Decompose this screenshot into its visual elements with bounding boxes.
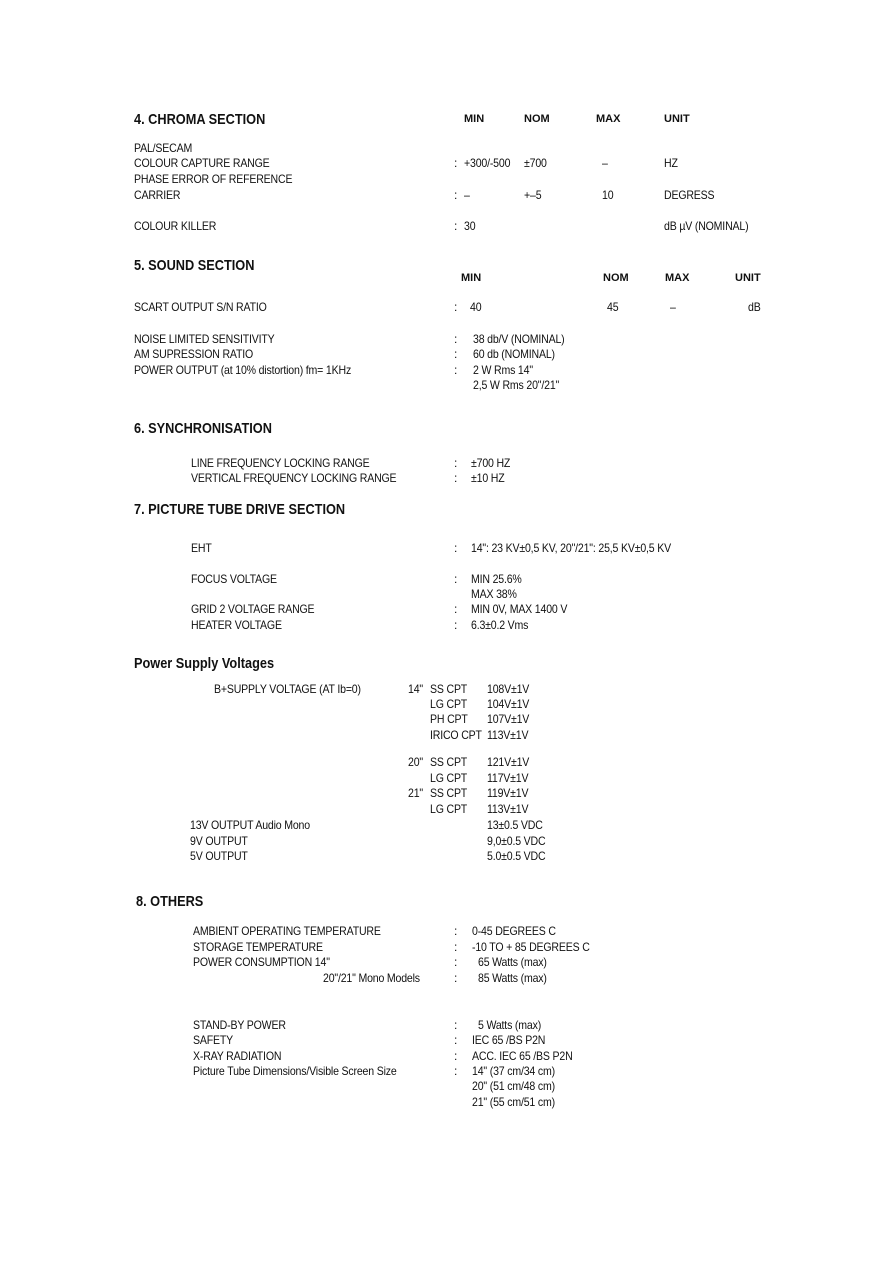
chroma-section-title: 4. CHROMA SECTION [134, 111, 266, 128]
colon: : [454, 971, 458, 985]
chroma-col-min: MIN [464, 113, 485, 125]
colon: : [454, 300, 458, 314]
am-value: 60 db (NOMINAL) [473, 347, 555, 361]
vert-freq-label: VERTICAL FREQUENCY LOCKING RANGE [191, 471, 397, 485]
out5-value: 5.0±0.5 VDC [487, 849, 546, 863]
out13-value: 13±0.5 VDC [487, 818, 543, 832]
out9-value: 9,0±0.5 VDC [487, 834, 546, 848]
grid-label: GRID 2 VOLTAGE RANGE [191, 602, 315, 616]
colon: : [454, 1064, 458, 1078]
power-output-value-2: 2,5 W Rms 20"/21" [473, 378, 560, 392]
psu-value: 107V±1V [487, 712, 530, 726]
focus-value-2: MAX 38% [471, 587, 517, 601]
scart-unit: dB [748, 300, 761, 314]
colon: : [454, 332, 458, 346]
chroma-col-nom: NOM [524, 113, 550, 125]
tube-dim-label: Picture Tube Dimensions/Visible Screen Size [193, 1064, 397, 1078]
colon: : [454, 219, 458, 233]
chroma-col-max: MAX [596, 113, 621, 125]
eht-value: 14": 23 KV±0,5 KV, 20"/21": 25,5 KV±0,5 KV [471, 541, 671, 555]
consumption-value-2: 85 Watts (max) [478, 971, 547, 985]
scart-nom: 45 [607, 300, 619, 314]
colon: : [454, 955, 458, 969]
sound-col-max: MAX [665, 272, 690, 284]
sound-col-nom: NOM [603, 272, 629, 284]
chroma-col-unit: UNIT [664, 113, 690, 125]
psu-value: 113V±1V [487, 728, 529, 742]
ambient-value: 0-45 DEGREES C [472, 924, 556, 938]
phase-error-label-1: PHASE ERROR OF REFERENCE [134, 172, 293, 186]
colon: : [454, 188, 458, 202]
consumption-label-2: 20"/21" Mono Models [323, 971, 420, 985]
colour-killer-min: 30 [464, 219, 476, 233]
safety-value: IEC 65 /BS P2N [472, 1033, 546, 1047]
colon: : [454, 456, 458, 470]
colon: : [454, 363, 458, 377]
out5-label: 5V OUTPUT [190, 849, 248, 863]
phase-error-nom: +–5 [524, 188, 542, 202]
colon: : [454, 1049, 458, 1063]
power-output-label: POWER OUTPUT (at 10% distortion) fm= 1KHz [134, 363, 352, 377]
colon: : [454, 471, 458, 485]
psu-cpt: LG CPT [430, 802, 468, 816]
line-freq-value: ±700 HZ [471, 456, 511, 470]
tube-section-title: 7. PICTURE TUBE DRIVE SECTION [134, 501, 346, 518]
others-section-title: 8. OTHERS [136, 893, 204, 910]
scart-min: 40 [470, 300, 482, 314]
consumption-value: 65 Watts (max) [478, 955, 547, 969]
psu-value: 121V±1V [487, 755, 530, 769]
consumption-label: POWER CONSUMPTION 14" [193, 955, 330, 969]
standby-label: STAND-BY POWER [193, 1018, 286, 1032]
grid-value: MIN 0V, MAX 1400 V [471, 602, 568, 616]
storage-label: STORAGE TEMPERATURE [193, 940, 323, 954]
psu-size: 14" [408, 682, 423, 696]
ambient-label: AMBIENT OPERATING TEMPERATURE [193, 924, 381, 938]
eht-label: EHT [191, 541, 212, 555]
tube-dim-value-3: 21" (55 cm/51 cm) [472, 1095, 555, 1109]
colon: : [454, 572, 458, 586]
bsupply-label: B+SUPPLY VOLTAGE (AT Ib=0) [214, 682, 361, 696]
out13-label: 13V OUTPUT Audio Mono [190, 818, 310, 832]
tube-dim-value-1: 14" (37 cm/34 cm) [472, 1064, 555, 1078]
scart-max: – [670, 300, 676, 314]
scart-label: SCART OUTPUT S/N RATIO [134, 300, 267, 314]
colour-capture-label: COLOUR CAPTURE RANGE [134, 156, 270, 170]
line-freq-label: LINE FREQUENCY LOCKING RANGE [191, 456, 370, 470]
psu-section-title: Power Supply Voltages [134, 655, 275, 672]
safety-label: SAFETY [193, 1033, 234, 1047]
phase-error-max: 10 [602, 188, 614, 202]
psu-cpt: SS CPT [430, 682, 468, 696]
standby-value: 5 Watts (max) [478, 1018, 542, 1032]
colour-killer-label: COLOUR KILLER [134, 219, 217, 233]
psu-cpt: SS CPT [430, 786, 468, 800]
psu-value: 117V±1V [487, 771, 529, 785]
am-label: AM SUPRESSION RATIO [134, 347, 254, 361]
phase-error-min: – [464, 188, 470, 202]
xray-value: ACC. IEC 65 /BS P2N [472, 1049, 573, 1063]
colon: : [454, 1033, 458, 1047]
colon: : [454, 156, 458, 170]
colon: : [454, 347, 458, 361]
psu-value: 113V±1V [487, 802, 529, 816]
psu-value: 108V±1V [487, 682, 530, 696]
xray-label: X-RAY RADIATION [193, 1049, 282, 1063]
tube-dim-value-2: 20" (51 cm/48 cm) [472, 1079, 555, 1093]
psu-value: 119V±1V [487, 786, 529, 800]
noise-value: 38 db/V (NOMINAL) [473, 332, 565, 346]
colour-capture-nom: ±700 [524, 156, 547, 170]
colon: : [454, 618, 458, 632]
phase-error-unit: DEGRESS [664, 188, 715, 202]
psu-cpt: IRICO CPT [430, 728, 482, 742]
storage-value: -10 TO + 85 DEGREES C [472, 940, 590, 954]
heater-label: HEATER VOLTAGE [191, 618, 282, 632]
psu-cpt: LG CPT [430, 771, 468, 785]
sound-col-unit: UNIT [735, 272, 761, 284]
sound-section-title: 5. SOUND SECTION [134, 257, 255, 274]
colon: : [454, 940, 458, 954]
colon: : [454, 541, 458, 555]
focus-label: FOCUS VOLTAGE [191, 572, 277, 586]
sync-section-title: 6. SYNCHRONISATION [134, 420, 272, 437]
psu-cpt: LG CPT [430, 697, 468, 711]
psu-value: 104V±1V [487, 697, 530, 711]
psu-size: 20" [408, 755, 423, 769]
vert-freq-value: ±10 HZ [471, 471, 505, 485]
out9-label: 9V OUTPUT [190, 834, 248, 848]
noise-label: NOISE LIMITED SENSITIVITY [134, 332, 275, 346]
power-output-value-1: 2 W Rms 14" [473, 363, 533, 377]
colour-capture-unit: HZ [664, 156, 678, 170]
phase-error-label-2: CARRIER [134, 188, 181, 202]
focus-value-1: MIN 25.6% [471, 572, 522, 586]
psu-cpt: PH CPT [430, 712, 468, 726]
colon: : [454, 924, 458, 938]
heater-value: 6.3±0.2 Vms [471, 618, 529, 632]
sound-col-min: MIN [461, 272, 482, 284]
colour-capture-min: +300/-500 [464, 156, 511, 170]
psu-size: 21" [408, 786, 423, 800]
pal-secam-label: PAL/SECAM [134, 141, 193, 155]
psu-cpt: SS CPT [430, 755, 468, 769]
colour-killer-unit: dB µV (NOMINAL) [664, 219, 749, 233]
colour-capture-max: – [602, 156, 608, 170]
colon: : [454, 602, 458, 616]
colon: : [454, 1018, 458, 1032]
